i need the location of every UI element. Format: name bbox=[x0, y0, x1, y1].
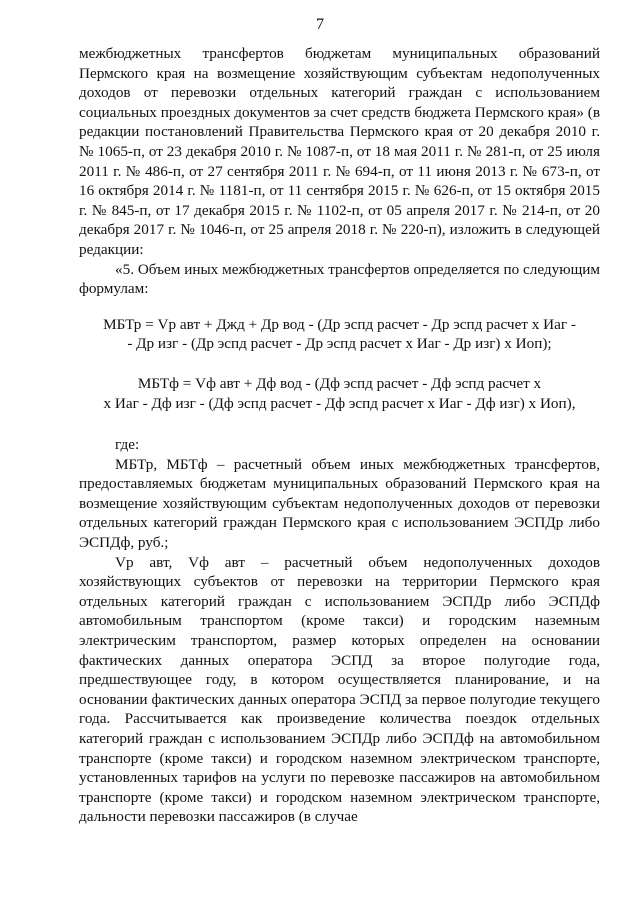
formula-mbtf bbox=[79, 374, 600, 413]
definition-v-avt: Vр авт, Vф авт – расчетный объем недополученных доходов хозяйствующих субъектов от перевозки на территории Пермского края отдельных категорий граждан с использованием ЭСПДр либо ЭСПДф автомобильным транспортом (кроме такси) и городским наземным электрическим транспортом, размер которых определен на основании фактических данных оператора ЭСПД за второе полугодие года, предшествующее году, в котором осуществляется планирование, и на основании фактических данных оператора ЭСПД за первое полугодие текущего года. Рассчитывается как произведение количества поездок отдельных категорий граждан с использованием ЭСПДр либо ЭСПДф на автомобильном транспорте (кроме такси) и городском наземном электрическом транспорте, установленных тарифов на услуги по перевозке пассажиров на автомобильном транспорте (кроме такси) и городском наземном электрическом транспорте, дальности перевозки пассажиров (в случае bbox=[79, 553, 600, 826]
formula-mbtr-line-2: - Др изг - (Др эспд расчет - Др эспд расчет х Иаг - Др изг) х Иоп); bbox=[127, 335, 552, 353]
formula-mbtr bbox=[79, 315, 600, 354]
paragraph-formula-intro: «5. Объем иных межбюджетных трансфертов определяется по следующим формулам: bbox=[79, 260, 600, 298]
document-body bbox=[79, 44, 600, 827]
paragraph-amendment: межбюджетных трансфертов бюджетам муниципальных образований Пермского края на возмещение хозяйствующим субъектам недополученных доходов от перевозки отдельных категорий граждан с использованием социальных проездных документов за счет средств бюджета Пермского края» (в редакции постановлений Правительства Пермского края от 20 декабря 2010 г. № 1065-п, от 23 декабря 2010 г. № 1087-п, от 18 мая 2011 г. № 281-п, от 25 июля 2011 г. № 486-п, от 27 сентября 2011 г. № 694-п, от 11 июня 2013 г. № 673-п, от 16 октября 2014 г. № 1181-п, от 11 сентября 2015 г. № 626-п, от 15 октября 2015 г. № 845-п, от 17 декабря 2015 г. № 1102-п, от 05 апреля 2017 г. № 214-п, от 20 декабря 2017 г. № 1046-п, от 25 апреля 2018 г. № 220-п), изложить в следующей редакции: bbox=[79, 45, 600, 258]
where-label: где: bbox=[115, 436, 140, 454]
formula-mbtr-line-1: МБТр = Vр авт + Джд + Др вод - (Др эспд расчет - Др эспд расчет х Иаг - bbox=[103, 315, 576, 333]
definition-mbt: МБТр, МБТф – расчетный объем иных межбюджетных трансфертов, предоставляемых бюджетам муниципальных образований Пермского края на возмещение хозяйствующим субъектам недополученных доходов от перевозки отдельных категорий граждан Пермского края с использованием ЭСПДр либо ЭСПДф, руб.; bbox=[79, 455, 600, 552]
formula-mbtf-line-2: х Иаг - Дф изг - (Дф эспд расчет - Дф эспд расчет х Иаг - Дф изг) х Иоп), bbox=[103, 394, 576, 412]
page-number: 7 bbox=[316, 16, 324, 33]
formula-mbtf-line-1: МБТф = Vф авт + Дф вод - (Дф эспд расчет - Дф эспд расчет х bbox=[137, 374, 542, 392]
